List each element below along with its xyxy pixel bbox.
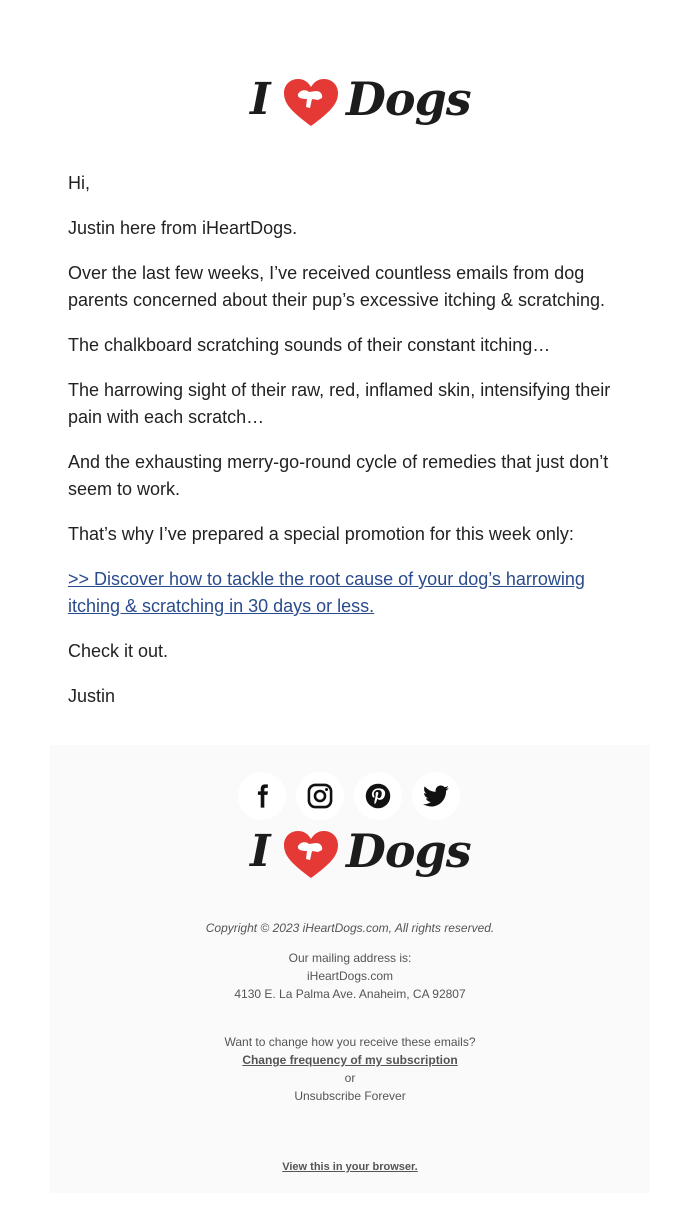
promotion-link[interactable]: >> Discover how to tackle the root cause of your dog’s harrowing itching & scratching in 30 days or less. (68, 569, 585, 616)
heart-dog-icon (282, 830, 340, 880)
or-separator: or (344, 1071, 356, 1085)
twitter-button[interactable] (412, 772, 460, 820)
closing-line: Check it out. (68, 641, 169, 661)
body-paragraph: That’s why I’ve prepared a special promotion for this week only: (68, 524, 574, 544)
twitter-icon (422, 782, 450, 810)
logo-letter-i: I (250, 74, 271, 125)
iheartdogs-footer-logo (250, 824, 471, 892)
iheartdogs-logo (250, 72, 471, 140)
signature: Justin (68, 686, 116, 706)
body-paragraph: And the exhausting merry-go-round cycle of remedies that just don’t seem to work. (68, 452, 609, 499)
mailing-address: 4130 E. La Palma Ave. Anaheim, CA 92807 (234, 987, 466, 1001)
facebook-icon (248, 782, 276, 810)
instagram-button[interactable] (296, 772, 344, 820)
change-preferences-question: Want to change how you receive these emails? (224, 1035, 476, 1049)
logo-letter-i: I (250, 826, 271, 877)
body-paragraph: The chalkboard scratching sounds of their constant itching… (68, 335, 551, 355)
mailing-company: iHeartDogs.com (306, 969, 394, 983)
pinterest-icon (364, 782, 392, 810)
change-frequency-link[interactable]: Change frequency of my subscription (242, 1053, 458, 1067)
heart-dog-icon (282, 78, 340, 128)
mailing-address-label: Our mailing address is: (288, 951, 412, 965)
email-footer (50, 745, 650, 1193)
view-in-browser-link[interactable]: View this in your browser. (282, 1161, 418, 1173)
social-links (238, 772, 462, 820)
facebook-button[interactable] (238, 772, 286, 820)
body-paragraph: The harrowing sight of their raw, red, inflamed skin, intensifying their pain with each scratch… (68, 380, 611, 427)
greeting: Hi, (68, 173, 90, 193)
intro-line: Justin here from iHeartDogs. (68, 218, 298, 238)
logo-word: Dogs (346, 72, 471, 126)
logo-word: Dogs (346, 824, 471, 878)
email-body (68, 170, 638, 728)
copyright-text: Copyright © 2023 iHeartDogs.com, All rights reserved. (205, 921, 495, 935)
pinterest-button[interactable] (354, 772, 402, 820)
body-paragraph: Over the last few weeks, I’ve received countless emails from dog parents concerned about their pup’s excessive itching & scratching. (68, 263, 605, 310)
instagram-icon (306, 782, 334, 810)
unsubscribe-link[interactable]: Unsubscribe Forever (294, 1089, 406, 1103)
